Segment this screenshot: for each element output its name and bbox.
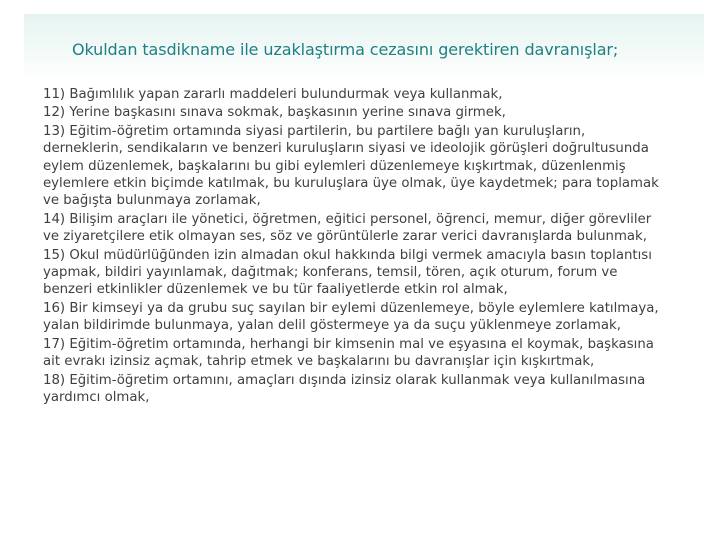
rule-list (43, 86, 663, 407)
list-item: 11) Bağımlılık yapan zararlı maddeleri bulundurmak veya kullanmak, (43, 87, 503, 102)
list-item: 15) Okul müdürlüğünden izin almadan okul hakkında bilgi vermek amacıyla basın toplantısı yapmak, bildiri yayınlamak, dağıtmak; konferans, temsil, tören, açık oturum, forum ve benzeri etkinlikler düzenlemek ve bu tür faaliyetlerde etkin rol almak, (43, 247, 652, 298)
list-item: 18) Eğitim-öğretim ortamını, amaçları dışında izinsiz olarak kullanmak veya kullanılmasına yardımcı olmak, (43, 372, 646, 405)
slide-title: Okuldan tasdikname ile uzaklaştırma cezasını gerektiren davranışlar; (72, 40, 619, 59)
list-item: 17) Eğitim-öğretim ortamında, herhangi bir kimsenin mal ve eşyasına el koymak, başkasına ait evrakı izinsiz açmak, tahrip etmek ve başkalarını bu davranışlar için kışkırtmak, (43, 336, 654, 370)
list-item: 13) Eğitim-öğretim ortamında siyasi partilerin, bu partilere bağlı yan kuruluşların, derneklerin, sendikaların ve benzeri kuruluşların siyasi ve ideolojik görüşleri doğrultusunda eylem düzenlemek, başkalarını bu gibi eylemleri düzenlemeye kışkırtmak, düzenlenmiş eylemlere etkin biçimde katılmak, bu kuruluşlara üye olmak, üye kaydetmek; para toplamak ve bağışta bulunmaya zorlamak, (43, 123, 659, 209)
list-item: 12) Yerine başkasını sınava sokmak, başkasının yerine sınava girmek, (43, 105, 506, 121)
list-item: 14) Bilişim araçları ile yönetici, öğretmen, eğitici personel, öğrenci, memur, diğer görevliler ve ziyaretçilere etik olmayan ses, söz ve görüntülerle zarar verici davranışlarda bulunmak, (43, 211, 652, 245)
list-item: 16) Bir kimseyi ya da grubu suç sayılan bir eylemi düzenlemeye, böyle eylemlere katılmaya, yalan bildirimde bulunmaya, yalan delil göstermeye ya da suçu yüklenmeye zorlamak, (43, 300, 659, 334)
